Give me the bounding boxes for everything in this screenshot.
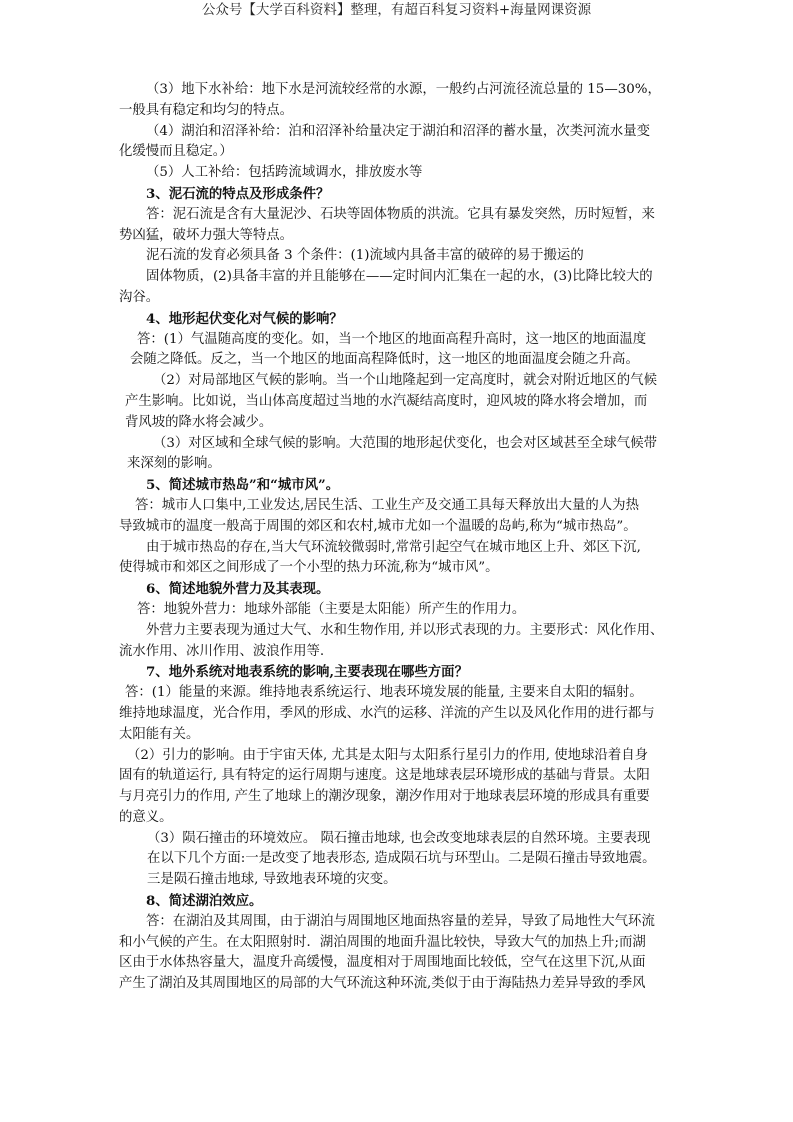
text-line: 沟谷。 bbox=[119, 289, 160, 305]
text-line: 来深刻的影响。 bbox=[127, 456, 221, 472]
text-line: 固有的轨道运行, 具有特定的运行周期与速度。这是地球表层环境形成的基础与背景。太阳 bbox=[119, 768, 650, 784]
text-line: 一般具有稳定和均匀的特点。 bbox=[119, 102, 294, 118]
text-line: 由于城市热岛的存在,当大气环流较微弱时,常常引起空气在城市地区上升、郊区下沉, bbox=[146, 539, 641, 555]
text-line: （4）湖泊和沼泽补给：泊和沼泽补给量决定于湖泊和沼泽的蓄水量，次类河流水量变 bbox=[146, 123, 650, 139]
text-line: （3）对区域和全球气候的影响。大范围的地形起伏变化，也会对区域甚至全球气候带 bbox=[153, 435, 657, 451]
text-line: （5）人工补给：包括跨流域调水，排放废水等 bbox=[146, 165, 423, 181]
document-body bbox=[119, 80, 681, 995]
text-line: 泥石流的发育必须具备 3 个条件：(1)流域内具备丰富的破碎的易于搬运的 bbox=[146, 248, 584, 264]
text-line: （3）陨石撞击的环境效应。 陨石撞击地球, 也会改变地球表层的自然环境。主要表现 bbox=[147, 830, 651, 846]
text-line: 维持地球温度，光合作用，季风的形成、水汽的运移、洋流的产生以及风化作用的进行都与 bbox=[119, 705, 655, 721]
text-line: 势凶猛，破坏力强大等特点。 bbox=[119, 227, 294, 243]
text-line: 的意义。 bbox=[119, 809, 173, 825]
text-line: 和小气候的产生。在太阳照射时．湖泊周围的地面升温比较快，导致大气的加热上升;而湖 bbox=[119, 934, 646, 950]
text-line: 答：地貌外营力：地球外部能（主要是太阳能）所产生的作用力。 bbox=[137, 601, 526, 617]
text-line: 产生影响。比如说，当山体高度超过当地的水汽凝结高度时，迎风坡的降水将会增加，而 bbox=[125, 393, 648, 409]
text-line: 固体物质，(2)具备丰富的并且能够在——定时间内汇集在一起的水，(3)比降比较大的 bbox=[146, 269, 653, 285]
text-line: 答：(1）气温随高度的变化。如，当一个地区的地面高程升高时，这一地区的地面温度 bbox=[137, 331, 647, 347]
section-heading: 8、简述湖泊效应。 bbox=[146, 893, 263, 910]
section-heading: 6、简述地貌外营力及其表现。 bbox=[146, 581, 330, 598]
text-line: 会随之降低。反之，当一个地区的地面高程降低时，这一地区的地面温度会随之升高。 bbox=[130, 352, 639, 368]
page-header: 公众号【大学百科资料】整理，有超百科复习资料+海量网课资源 bbox=[201, 2, 592, 18]
text-line: 答：(1）能量的来源。维持地表系统运行、地表环境发展的能量, 主要来自太阳的辐射。 bbox=[125, 685, 643, 701]
text-line: 答：泥石流是含有大量泥沙、石块等固体物质的洪流。它具有暴发突然，历时短暂，来 bbox=[146, 206, 655, 222]
text-line: （2）引力的影响。由于宇宙天体, 尤其是太阳与太阳系行星引力的作用, 使地球沿着自身 bbox=[127, 747, 648, 763]
text-line: 答：城市人口集中,工业发达,居民生活、工业生产及交通工具每天释放出大量的人为热 bbox=[135, 497, 639, 513]
section-heading: 7、地外系统对地表系统的影响,主要表现在哪些方面？ bbox=[146, 664, 468, 681]
text-line: 化缓慢而且稳定。） bbox=[119, 144, 233, 160]
text-line: 区由于水体热容量大，温度升高缓慢，温度相对于周围地面比较低，空气在这里下沉,从面 bbox=[119, 955, 646, 971]
text-line: 太阳能有关。 bbox=[119, 726, 200, 742]
section-heading: 4、地形起伏变化对气候的影响？ bbox=[146, 310, 343, 327]
text-line: 背风坡的降水将会减少。 bbox=[125, 414, 273, 430]
text-line: 流水作用、冰川作用、波浪作用等. bbox=[119, 643, 325, 659]
text-line: 使得城市和郊区之间形成了一个小型的热力环流,称为“城市风”。 bbox=[119, 560, 499, 576]
text-line: 产生了湖泊及其周围地区的局部的大气环流这种环流,类似于由于海陆热力差异导致的季风 bbox=[119, 976, 646, 992]
text-line: 三是陨石撞击地球, 导致地表环境的灾变。 bbox=[147, 872, 397, 888]
section-heading: 3、泥石流的特点及形成条件？ bbox=[146, 185, 330, 202]
text-line: 导致城市的温度一般高于周围的郊区和农村,城市尤如一个温暖的岛屿,称为“城市热岛”。 bbox=[119, 518, 637, 534]
section-heading: 5、简述城市热岛”和“城市风”。 bbox=[146, 477, 340, 494]
text-line: 与月亮引力的作用, 产生了地球上的潮汐现象，潮汐作用对于地球表层环境的形成具有重要 bbox=[119, 789, 650, 805]
text-line: 外营力主要表现为通过大气、水和生物作用, 并以形式表现的力。主要形式：风化作用、 bbox=[146, 622, 664, 638]
text-line: （3）地下水补给：地下水是河流较经常的水源，一般约占河流径流总量的 15—30%， bbox=[146, 82, 661, 97]
text-line: 在以下几个方面:一是改变了地表形态, 造成陨石坑与环型山。二是陨石撞击导致地震。 bbox=[147, 851, 656, 867]
text-line: 答：在湖泊及其周围，由于湖泊与周围地区地面热容量的差异，导致了局地性大气环流 bbox=[146, 913, 655, 929]
text-line: （2）对局部地区气候的影响。当一个山地隆起到一定高度时，就会对附近地区的气候 bbox=[153, 373, 657, 389]
